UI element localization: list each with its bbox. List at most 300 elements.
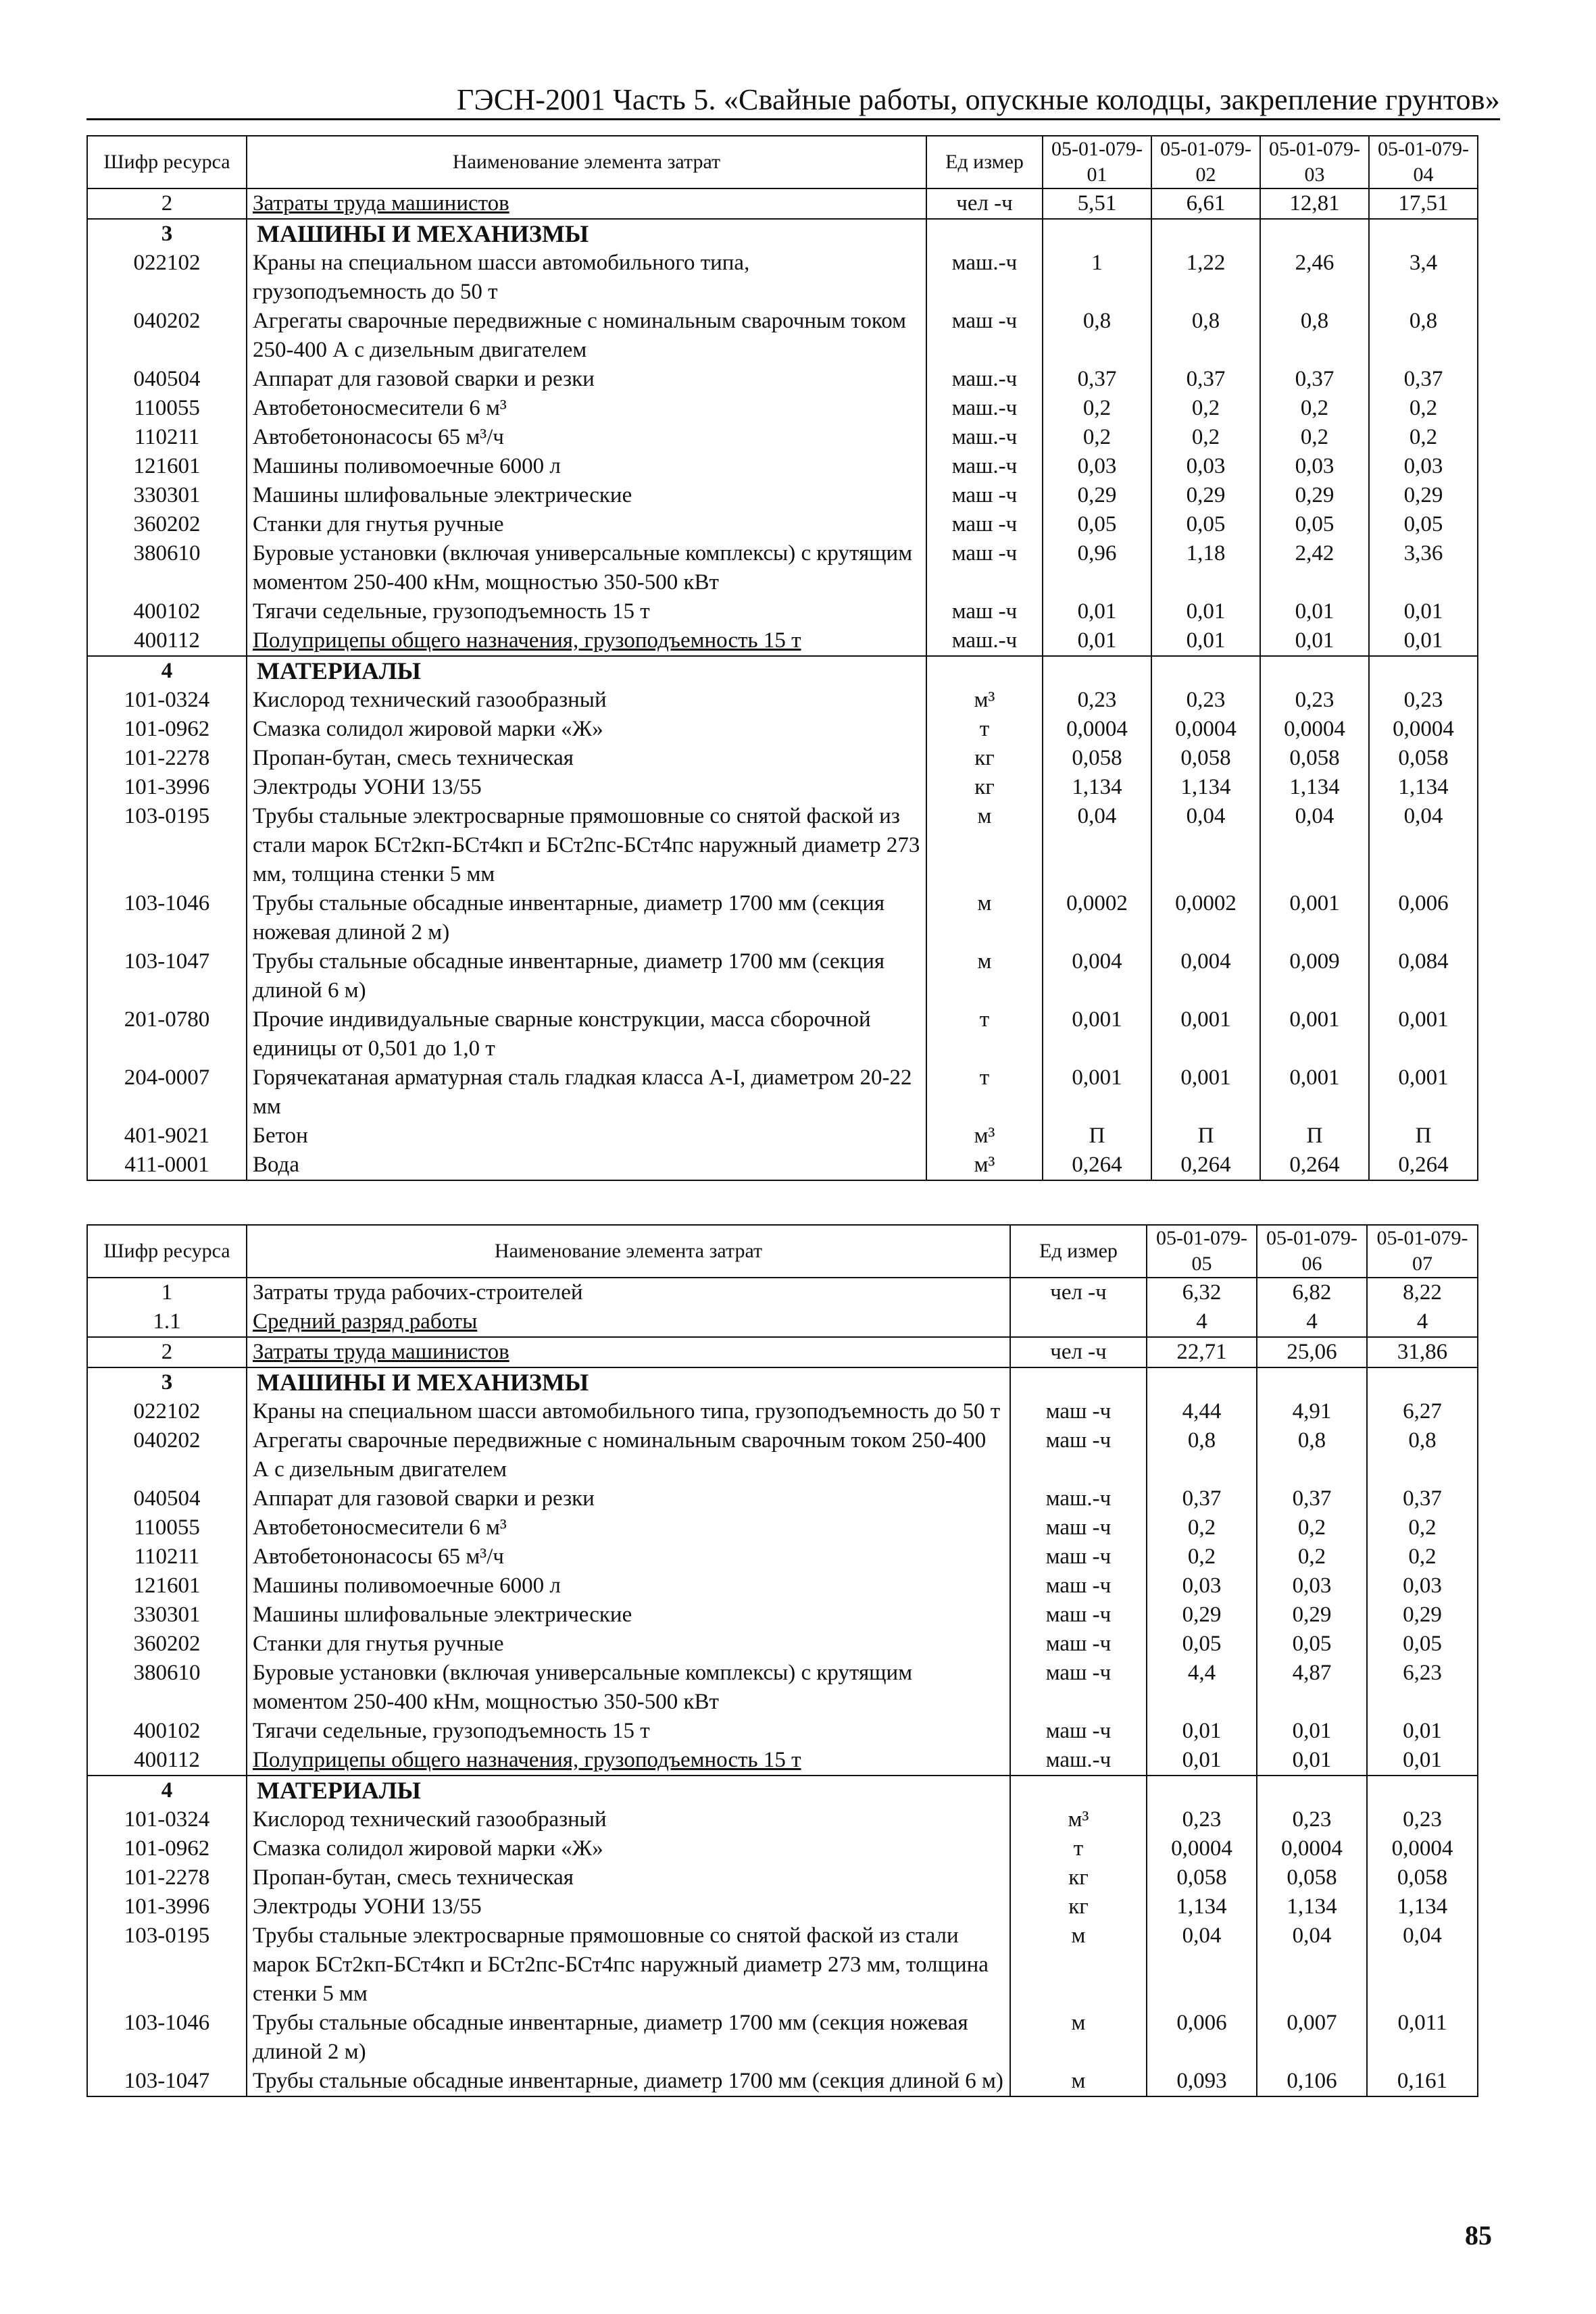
column-header-name: Наименование элемента затрат xyxy=(247,1225,1010,1278)
resource-name: Буровые установки (включая универсальные комплексы) с крутящим моментом 250-400 кНм, мощностью 350-500 кВт xyxy=(247,1659,1010,1717)
unit-cell: маш -ч xyxy=(1010,1717,1147,1746)
unit-cell: маш -ч xyxy=(926,481,1043,510)
column-header-norm: 05-01-079-01 xyxy=(1043,136,1151,188)
table-row xyxy=(87,1513,1478,1542)
resource-code: 360202 xyxy=(87,1630,247,1659)
value-cell: 0,29 xyxy=(1043,481,1151,510)
value-cell: 0,2 xyxy=(1367,1542,1478,1571)
value-cell: 0,8 xyxy=(1257,1426,1367,1484)
section-row xyxy=(87,1367,1478,1397)
value-cell: 0,29 xyxy=(1367,1601,1478,1630)
value-cell: 1,18 xyxy=(1151,539,1260,597)
value-cell: 0,37 xyxy=(1367,1484,1478,1513)
table-row xyxy=(87,744,1478,773)
table-row xyxy=(87,1063,1478,1122)
resource-name: Полуприцепы общего назначения, грузоподъемность 15 т xyxy=(247,626,926,656)
resource-name: Трубы стальные обсадные инвентарные, диаметр 1700 мм (секция ножевая длиной 2 м) xyxy=(247,889,926,947)
resource-code: 101-2278 xyxy=(87,1863,247,1892)
table-row xyxy=(87,510,1478,539)
value-cell: 0,001 xyxy=(1043,1005,1151,1063)
resource-code: 400102 xyxy=(87,597,247,626)
table-row xyxy=(87,1863,1478,1892)
resource-code: 121601 xyxy=(87,452,247,481)
table-row xyxy=(87,249,1478,307)
value-cell: 6,32 xyxy=(1147,1278,1257,1307)
unit-cell: м xyxy=(1010,2067,1147,2096)
resource-code: 040202 xyxy=(87,307,247,365)
table-row xyxy=(87,2009,1478,2067)
resource-name: МАШИНЫ И МЕХАНИЗМЫ xyxy=(247,219,926,249)
unit-cell: маш -ч xyxy=(1010,1513,1147,1542)
value-cell xyxy=(1260,656,1369,686)
value-cell: 1,22 xyxy=(1151,249,1260,307)
table-row xyxy=(87,715,1478,744)
resource-name: МАШИНЫ И МЕХАНИЗМЫ xyxy=(247,1367,1010,1397)
value-cell: 0,37 xyxy=(1151,365,1260,394)
value-cell: 0,23 xyxy=(1367,1805,1478,1834)
value-cell: 0,2 xyxy=(1151,423,1260,452)
unit-cell xyxy=(1010,1307,1147,1337)
value-cell: 0,0004 xyxy=(1257,1834,1367,1863)
resource-name: Средний разряд работы xyxy=(247,1307,1010,1337)
value-cell: 0,04 xyxy=(1257,1921,1367,2009)
value-cell: 4,87 xyxy=(1257,1659,1367,1717)
value-cell: 5,51 xyxy=(1043,188,1151,219)
value-cell: 0,04 xyxy=(1151,802,1260,889)
table-row xyxy=(87,1746,1478,1776)
unit-cell: маш -ч xyxy=(1010,1659,1147,1717)
resource-name: Прочие индивидуальные сварные конструкции, масса сборочной единицы от 0,501 до 1,0 т xyxy=(247,1005,926,1063)
value-cell: 2,46 xyxy=(1260,249,1369,307)
resource-code: 110211 xyxy=(87,1542,247,1571)
resource-name: Станки для гнутья ручные xyxy=(247,1630,1010,1659)
value-cell: 0,8 xyxy=(1043,307,1151,365)
value-cell xyxy=(1369,219,1478,249)
unit-cell: т xyxy=(926,715,1043,744)
value-cell: 8,22 xyxy=(1367,1278,1478,1307)
resource-name: Трубы стальные электросварные прямошовные со снятой фаской из стали марок БСт2кп-БСт4кп и БСт2пс-БСт4пс наружный диаметр 273 мм, толщина стенки 5 мм xyxy=(247,802,926,889)
unit-cell: маш.-ч xyxy=(926,394,1043,423)
value-cell: 0,03 xyxy=(1147,1571,1257,1601)
table-row xyxy=(87,481,1478,510)
unit-cell: м³ xyxy=(926,1151,1043,1180)
value-cell: 0,0002 xyxy=(1043,889,1151,947)
value-cell: 0,05 xyxy=(1043,510,1151,539)
value-cell xyxy=(1151,656,1260,686)
value-cell: 6,27 xyxy=(1367,1397,1478,1426)
resource-code: 040202 xyxy=(87,1426,247,1484)
value-cell: 0,001 xyxy=(1151,1005,1260,1063)
table-row xyxy=(87,1337,1478,1367)
unit-cell: маш -ч xyxy=(926,510,1043,539)
table-row xyxy=(87,1426,1478,1484)
resource-name: МАТЕРИАЛЫ xyxy=(247,656,926,686)
table-row xyxy=(87,1278,1478,1307)
table-row xyxy=(87,1397,1478,1426)
value-cell xyxy=(1147,1776,1257,1805)
unit-cell xyxy=(1010,1776,1147,1805)
resource-name: Машины шлифовальные электрические xyxy=(247,481,926,510)
value-cell: 0,04 xyxy=(1147,1921,1257,2009)
table-row xyxy=(87,307,1478,365)
resource-name: МАТЕРИАЛЫ xyxy=(247,1776,1010,1805)
table-row xyxy=(87,1151,1478,1180)
resource-table-1 xyxy=(86,135,1478,1181)
resource-name: Электроды УОНИ 13/55 xyxy=(247,773,926,802)
value-cell: 2,42 xyxy=(1260,539,1369,597)
value-cell: 0,8 xyxy=(1367,1426,1478,1484)
unit-cell: м xyxy=(926,947,1043,1005)
value-cell: 1,134 xyxy=(1369,773,1478,802)
value-cell: 0,96 xyxy=(1043,539,1151,597)
value-cell: 0,37 xyxy=(1043,365,1151,394)
unit-cell: кг xyxy=(1010,1892,1147,1921)
unit-cell: маш -ч xyxy=(1010,1571,1147,1601)
table-row xyxy=(87,2067,1478,2096)
resource-code: 103-0195 xyxy=(87,802,247,889)
table-row xyxy=(87,802,1478,889)
value-cell: 0,058 xyxy=(1260,744,1369,773)
unit-cell xyxy=(926,219,1043,249)
value-cell: 0,058 xyxy=(1151,744,1260,773)
section-row xyxy=(87,1776,1478,1805)
value-cell: 0,001 xyxy=(1260,1005,1369,1063)
unit-cell: чел -ч xyxy=(926,188,1043,219)
resource-name: Машины шлифовальные электрические xyxy=(247,1601,1010,1630)
value-cell: 0,05 xyxy=(1369,510,1478,539)
value-cell: 0,093 xyxy=(1147,2067,1257,2096)
table-header-row xyxy=(87,1225,1478,1278)
resource-name: Аппарат для газовой сварки и резки xyxy=(247,1484,1010,1513)
resource-name: Трубы стальные обсадные инвентарные, диаметр 1700 мм (секция длиной 6 м) xyxy=(247,947,926,1005)
table-row xyxy=(87,188,1478,219)
value-cell: П xyxy=(1369,1122,1478,1151)
resource-code: 103-0195 xyxy=(87,1921,247,2009)
unit-cell: м xyxy=(1010,1921,1147,2009)
unit-cell: м xyxy=(926,889,1043,947)
unit-cell: кг xyxy=(1010,1863,1147,1892)
resource-code: 400112 xyxy=(87,626,247,656)
resource-code: 360202 xyxy=(87,510,247,539)
column-header-name: Наименование элемента затрат xyxy=(247,136,926,188)
resource-name: Полуприцепы общего назначения, грузоподъемность 15 т xyxy=(247,1746,1010,1776)
resource-name: Трубы стальные электросварные прямошовные со снятой фаской из стали марок БСт2кп-БСт4кп и БСт2пс-БСт4пс наружный диаметр 273 мм, толщина стенки 5 мм xyxy=(247,1921,1010,2009)
value-cell: 0,05 xyxy=(1257,1630,1367,1659)
column-header-code: Шифр ресурса xyxy=(87,1225,247,1278)
value-cell: 0,37 xyxy=(1260,365,1369,394)
resource-code: 022102 xyxy=(87,249,247,307)
resource-code: 380610 xyxy=(87,1659,247,1717)
resource-name: Кислород технический газообразный xyxy=(247,686,926,715)
value-cell: 4,91 xyxy=(1257,1397,1367,1426)
unit-cell: маш.-ч xyxy=(1010,1484,1147,1513)
table-body xyxy=(87,188,1478,1180)
value-cell: 0,01 xyxy=(1151,597,1260,626)
value-cell: 0,23 xyxy=(1147,1805,1257,1834)
value-cell: 0,01 xyxy=(1367,1717,1478,1746)
table-row xyxy=(87,1659,1478,1717)
table-row xyxy=(87,773,1478,802)
value-cell: 12,81 xyxy=(1260,188,1369,219)
value-cell: 0,2 xyxy=(1369,423,1478,452)
value-cell: 0,058 xyxy=(1369,744,1478,773)
table-row xyxy=(87,1542,1478,1571)
unit-cell: чел -ч xyxy=(1010,1278,1147,1307)
value-cell: 4 xyxy=(1257,1307,1367,1337)
unit-cell: м xyxy=(926,802,1043,889)
value-cell: 0,04 xyxy=(1043,802,1151,889)
value-cell: 0,0004 xyxy=(1260,715,1369,744)
resource-name: Агрегаты сварочные передвижные с номинальным сварочным током 250-400 А с дизельным двигателем xyxy=(247,307,926,365)
value-cell: 6,23 xyxy=(1367,1659,1478,1717)
unit-cell: м³ xyxy=(926,686,1043,715)
value-cell: 0,8 xyxy=(1260,307,1369,365)
table-row xyxy=(87,626,1478,656)
value-cell: 0,05 xyxy=(1367,1630,1478,1659)
value-cell: 0,004 xyxy=(1043,947,1151,1005)
value-cell: 0,01 xyxy=(1369,597,1478,626)
resource-name: Смазка солидол жировой марки «Ж» xyxy=(247,715,926,744)
value-cell: 0,009 xyxy=(1260,947,1369,1005)
resource-code: 110211 xyxy=(87,423,247,452)
unit-cell: маш.-ч xyxy=(926,365,1043,394)
value-cell: 0,23 xyxy=(1260,686,1369,715)
resource-code: 103-1046 xyxy=(87,889,247,947)
unit-cell: кг xyxy=(926,744,1043,773)
resource-name: Краны на специальном шасси автомобильного типа, грузоподъемность до 50 т xyxy=(247,249,926,307)
value-cell: 0,264 xyxy=(1151,1151,1260,1180)
value-cell: 0,058 xyxy=(1147,1863,1257,1892)
unit-cell: маш -ч xyxy=(926,597,1043,626)
value-cell: 0,0004 xyxy=(1043,715,1151,744)
table-row xyxy=(87,1630,1478,1659)
section-row xyxy=(87,656,1478,686)
value-cell: 0,01 xyxy=(1367,1746,1478,1776)
table-row xyxy=(87,1834,1478,1863)
resource-code: 121601 xyxy=(87,1571,247,1601)
resource-name: Автобетононасосы 65 м³/ч xyxy=(247,423,926,452)
value-cell: 0,0002 xyxy=(1151,889,1260,947)
value-cell: 1,134 xyxy=(1367,1892,1478,1921)
value-cell: 0,006 xyxy=(1369,889,1478,947)
value-cell: П xyxy=(1151,1122,1260,1151)
value-cell: 0,01 xyxy=(1043,597,1151,626)
unit-cell: чел -ч xyxy=(1010,1337,1147,1367)
value-cell: 25,06 xyxy=(1257,1337,1367,1367)
value-cell: 0,001 xyxy=(1260,889,1369,947)
value-cell: 0,8 xyxy=(1147,1426,1257,1484)
value-cell: 0,04 xyxy=(1367,1921,1478,2009)
value-cell: 0,264 xyxy=(1369,1151,1478,1180)
resource-name: Автобетононасосы 65 м³/ч xyxy=(247,1542,1010,1571)
resource-name: Смазка солидол жировой марки «Ж» xyxy=(247,1834,1010,1863)
resource-name: Затраты труда машинистов xyxy=(247,188,926,219)
value-cell: 0,011 xyxy=(1367,2009,1478,2067)
unit-cell: маш -ч xyxy=(926,307,1043,365)
value-cell: 0,8 xyxy=(1151,307,1260,365)
value-cell: П xyxy=(1260,1122,1369,1151)
value-cell: 0,03 xyxy=(1043,452,1151,481)
unit-cell: маш.-ч xyxy=(926,626,1043,656)
value-cell: 0,29 xyxy=(1260,481,1369,510)
resource-code: 110055 xyxy=(87,1513,247,1542)
resource-code: 1 xyxy=(87,1278,247,1307)
value-cell: 0,29 xyxy=(1369,481,1478,510)
value-cell xyxy=(1260,219,1369,249)
value-cell: 0,058 xyxy=(1043,744,1151,773)
value-cell: 0,03 xyxy=(1367,1571,1478,1601)
value-cell: 0,007 xyxy=(1257,2009,1367,2067)
page-number: 85 xyxy=(1465,2220,1492,2250)
value-cell: 0,0004 xyxy=(1147,1834,1257,1863)
resource-name: Трубы стальные обсадные инвентарные, диаметр 1700 мм (секция длиной 6 м) xyxy=(247,2067,1010,2096)
resource-code: 101-0324 xyxy=(87,1805,247,1834)
unit-cell: маш.-ч xyxy=(926,452,1043,481)
value-cell: 0,006 xyxy=(1147,2009,1257,2067)
value-cell xyxy=(1257,1776,1367,1805)
value-cell: 0,05 xyxy=(1260,510,1369,539)
value-cell: П xyxy=(1043,1122,1151,1151)
resource-code: 2 xyxy=(87,188,247,219)
unit-cell xyxy=(1010,1367,1147,1397)
value-cell: 4,44 xyxy=(1147,1397,1257,1426)
table-row xyxy=(87,1601,1478,1630)
table-row xyxy=(87,1571,1478,1601)
resource-code: 400102 xyxy=(87,1717,247,1746)
value-cell: 0,2 xyxy=(1147,1513,1257,1542)
value-cell: 0,264 xyxy=(1260,1151,1369,1180)
resource-name: Кислород технический газообразный xyxy=(247,1805,1010,1834)
resource-code: 4 xyxy=(87,1776,247,1805)
value-cell: 0,2 xyxy=(1257,1542,1367,1571)
column-header-norm: 05-01-079-05 xyxy=(1147,1225,1257,1278)
value-cell: 0,2 xyxy=(1043,423,1151,452)
value-cell: 17,51 xyxy=(1369,188,1478,219)
value-cell: 0,2 xyxy=(1369,394,1478,423)
resource-name: Трубы стальные обсадные инвентарные, диаметр 1700 мм (секция ножевая длиной 2 м) xyxy=(247,2009,1010,2067)
value-cell xyxy=(1147,1367,1257,1397)
unit-cell: маш -ч xyxy=(1010,1601,1147,1630)
table-row xyxy=(87,889,1478,947)
resource-name: Электроды УОНИ 13/55 xyxy=(247,1892,1010,1921)
value-cell: 0,29 xyxy=(1257,1601,1367,1630)
resource-code: 3 xyxy=(87,1367,247,1397)
value-cell: 0,01 xyxy=(1260,597,1369,626)
value-cell: 0,01 xyxy=(1043,626,1151,656)
unit-cell xyxy=(926,656,1043,686)
value-cell: 0,05 xyxy=(1151,510,1260,539)
resource-code: 040504 xyxy=(87,365,247,394)
column-header-unit: Ед измер xyxy=(1010,1225,1147,1278)
value-cell: 0,04 xyxy=(1369,802,1478,889)
value-cell: 0,29 xyxy=(1147,1601,1257,1630)
table-header-row xyxy=(87,136,1478,188)
value-cell: 0,001 xyxy=(1151,1063,1260,1122)
resource-name: Затраты труда рабочих-строителей xyxy=(247,1278,1010,1307)
resource-code: 101-2278 xyxy=(87,744,247,773)
value-cell: 0,01 xyxy=(1147,1746,1257,1776)
resource-code: 101-0324 xyxy=(87,686,247,715)
column-header-code: Шифр ресурса xyxy=(87,136,247,188)
value-cell: 0,2 xyxy=(1151,394,1260,423)
unit-cell: маш -ч xyxy=(1010,1542,1147,1571)
value-cell: 0,084 xyxy=(1369,947,1478,1005)
resource-code: 204-0007 xyxy=(87,1063,247,1122)
unit-cell: маш -ч xyxy=(1010,1426,1147,1484)
resource-code: 110055 xyxy=(87,394,247,423)
resource-code: 3 xyxy=(87,219,247,249)
value-cell: 0,01 xyxy=(1147,1717,1257,1746)
value-cell xyxy=(1043,656,1151,686)
resource-name: Пропан-бутан, смесь техническая xyxy=(247,744,926,773)
table-row xyxy=(87,1921,1478,2009)
resource-name: Затраты труда машинистов xyxy=(247,1337,1010,1367)
resource-code: 103-1046 xyxy=(87,2009,247,2067)
resource-code: 101-3996 xyxy=(87,773,247,802)
value-cell xyxy=(1043,219,1151,249)
value-cell: 22,71 xyxy=(1147,1337,1257,1367)
value-cell: 0,2 xyxy=(1367,1513,1478,1542)
value-cell: 4,4 xyxy=(1147,1659,1257,1717)
value-cell: 0,01 xyxy=(1151,626,1260,656)
resource-name: Автобетоносмесители 6 м³ xyxy=(247,394,926,423)
table-row xyxy=(87,539,1478,597)
resource-code: 103-1047 xyxy=(87,2067,247,2096)
table-row xyxy=(87,1805,1478,1834)
value-cell: 0,23 xyxy=(1257,1805,1367,1834)
table-row xyxy=(87,365,1478,394)
value-cell: 4 xyxy=(1147,1307,1257,1337)
resource-name: Аппарат для газовой сварки и резки xyxy=(247,365,926,394)
value-cell: 0,0004 xyxy=(1369,715,1478,744)
value-cell xyxy=(1151,219,1260,249)
resource-table-2 xyxy=(86,1224,1478,2097)
value-cell: 0,29 xyxy=(1151,481,1260,510)
value-cell: 0,23 xyxy=(1151,686,1260,715)
resource-code: 103-1047 xyxy=(87,947,247,1005)
value-cell: 0,01 xyxy=(1260,626,1369,656)
resource-name: Краны на специальном шасси автомобильного типа, грузоподъемность до 50 т xyxy=(247,1397,1010,1426)
resource-code: 101-0962 xyxy=(87,1834,247,1863)
value-cell: 1 xyxy=(1043,249,1151,307)
table-row xyxy=(87,686,1478,715)
value-cell: 1,134 xyxy=(1147,1892,1257,1921)
table-row xyxy=(87,1122,1478,1151)
value-cell: 0,001 xyxy=(1260,1063,1369,1122)
value-cell xyxy=(1369,656,1478,686)
column-header-norm: 05-01-079-04 xyxy=(1369,136,1478,188)
column-header-norm: 05-01-079-06 xyxy=(1257,1225,1367,1278)
resource-name: Пропан-бутан, смесь техническая xyxy=(247,1863,1010,1892)
value-cell: 0,8 xyxy=(1369,307,1478,365)
value-cell: 0,01 xyxy=(1369,626,1478,656)
value-cell: 0,058 xyxy=(1257,1863,1367,1892)
resource-code: 330301 xyxy=(87,1601,247,1630)
resource-code: 411-0001 xyxy=(87,1151,247,1180)
value-cell: 0,23 xyxy=(1043,686,1151,715)
value-cell: 0,03 xyxy=(1369,452,1478,481)
value-cell: 3,36 xyxy=(1369,539,1478,597)
value-cell: 0,0004 xyxy=(1151,715,1260,744)
resource-code: 101-0962 xyxy=(87,715,247,744)
value-cell: 0,05 xyxy=(1147,1630,1257,1659)
resource-code: 400112 xyxy=(87,1746,247,1776)
value-cell: 0,23 xyxy=(1369,686,1478,715)
value-cell: 0,001 xyxy=(1043,1063,1151,1122)
resource-code: 380610 xyxy=(87,539,247,597)
page-header: ГЭСН-2001 Часть 5. «Свайные работы, опускные колодцы, закрепление грунтов» xyxy=(86,80,1500,120)
column-header-norm: 05-01-079-03 xyxy=(1260,136,1369,188)
